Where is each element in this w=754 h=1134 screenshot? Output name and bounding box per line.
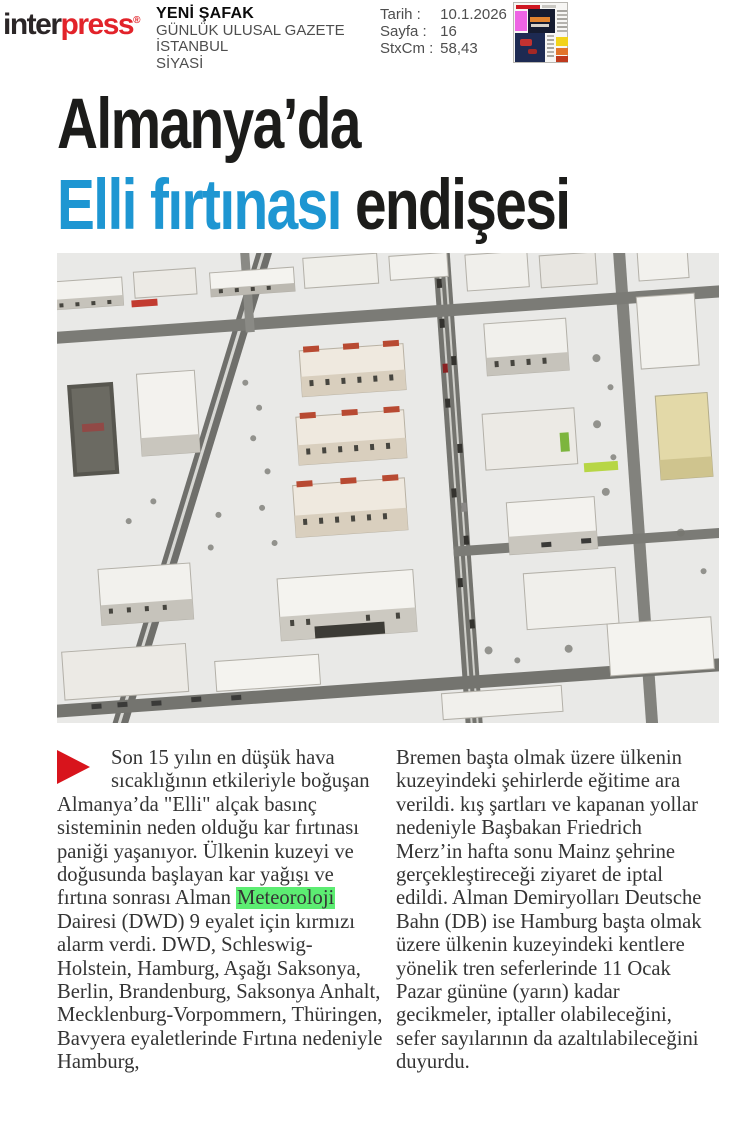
meta-label-date: Tarih :	[380, 6, 421, 23]
lead-triangle-icon	[57, 750, 90, 784]
headline-storm-name: Elli fırtınası	[57, 166, 341, 245]
registered-mark-icon: ®	[133, 15, 141, 26]
meta-value-page: 16	[440, 23, 457, 40]
publication-category: SİYASİ	[156, 54, 204, 72]
publication-name: YENİ ŞAFAK	[156, 5, 255, 22]
newspaper-page-thumbnail	[513, 2, 568, 63]
thumb-text-lines	[547, 35, 554, 37]
article-headline	[57, 84, 745, 246]
thumb-map-red-area	[520, 39, 532, 46]
publication-info	[156, 6, 345, 72]
thumb-map-image	[515, 33, 545, 62]
article-column-left	[57, 747, 385, 1075]
meta-row-page	[380, 23, 507, 40]
interpress-logo	[3, 8, 140, 42]
thumb-pink-ad	[515, 11, 527, 31]
body-text-before-highlight: Son 15 yılın en düşük hava sıcaklığının etkileriyle boğuşan Almanya’da "Elli" alçak basınç sisteminin neden olduğu kar fırtınası paniği yaşanıyor. Ülkenin kuzeyi ve doğusunda başlayan kar yağışı ve fırtına sonrası Alman	[57, 747, 370, 910]
logo-part-inter: inter	[3, 8, 61, 41]
meta-row-stxcm	[380, 40, 507, 57]
thumb-photo-subhead	[531, 24, 549, 27]
meta-label-stxcm: StxCm :	[380, 40, 434, 57]
article-photo	[57, 253, 719, 723]
highlighted-keyword: Meteoroloji	[237, 887, 335, 910]
meta-value-stxcm: 58,43	[440, 40, 478, 57]
body-text-after-highlight: Dairesi (DWD) 9 eyalet için kırmızı alarm verdi. DWD, Schleswig-Holstein, Hamburg, Aşağı Saksonya, Berlin, Brandenburg, Saksonya Anhalt, Mecklenburg-Vorpommern, Thüringen, Bavyera eyaletlerinde Fırtına nedeniyle Hamburg,	[57, 910, 383, 1074]
publication-city: İSTANBUL	[156, 38, 229, 55]
thumb-map-red-area-2	[528, 49, 537, 54]
publication-type: GÜNLÜK ULUSAL GAZETE	[156, 21, 345, 39]
meta-value-date: 10.1.2026	[440, 6, 507, 23]
aerial-snowy-city-illustration	[57, 253, 719, 723]
headline-line2	[57, 165, 745, 246]
body-text-right: Bremen başta olmak üzere ülkenin kuzeyindeki şehirlerde eğitime ara verildi. kış şartları ve kapanan yollar nedeniyle Başbakan Friedrich Merz’in hafta sonu Mainz şehrine gerçekleştireceği ziyaret de iptal edildi. Alman Demiryolları Deutsche Bahn (DB) ise Hamburg başta olmak üzere ülkenin kuzeyindeki kentlere yönelik tren seferlerinde 11 Ocak Pazar gününe (yarın) kadar gecikmeler, iptaller olabileceğini, sefer sayılarının da azaltılabileceğini duyurdu.	[396, 747, 702, 1074]
clipping-metadata	[380, 6, 507, 57]
thumb-masthead-extra	[542, 5, 556, 8]
thumb-orange-block	[556, 48, 568, 55]
thumb-red-block	[556, 56, 568, 62]
thumb-photo-headline	[530, 17, 550, 22]
headline-line2-rest: endişesi	[340, 166, 570, 245]
article-column-right	[396, 747, 712, 1075]
headline-line1: Almanya’da	[57, 85, 360, 164]
meta-label-page: Sayfa :	[380, 23, 427, 40]
meta-row-date	[380, 6, 507, 23]
logo-part-press: press	[60, 8, 134, 41]
thumb-text-column	[557, 10, 567, 12]
thumb-yellow-block	[556, 37, 568, 46]
